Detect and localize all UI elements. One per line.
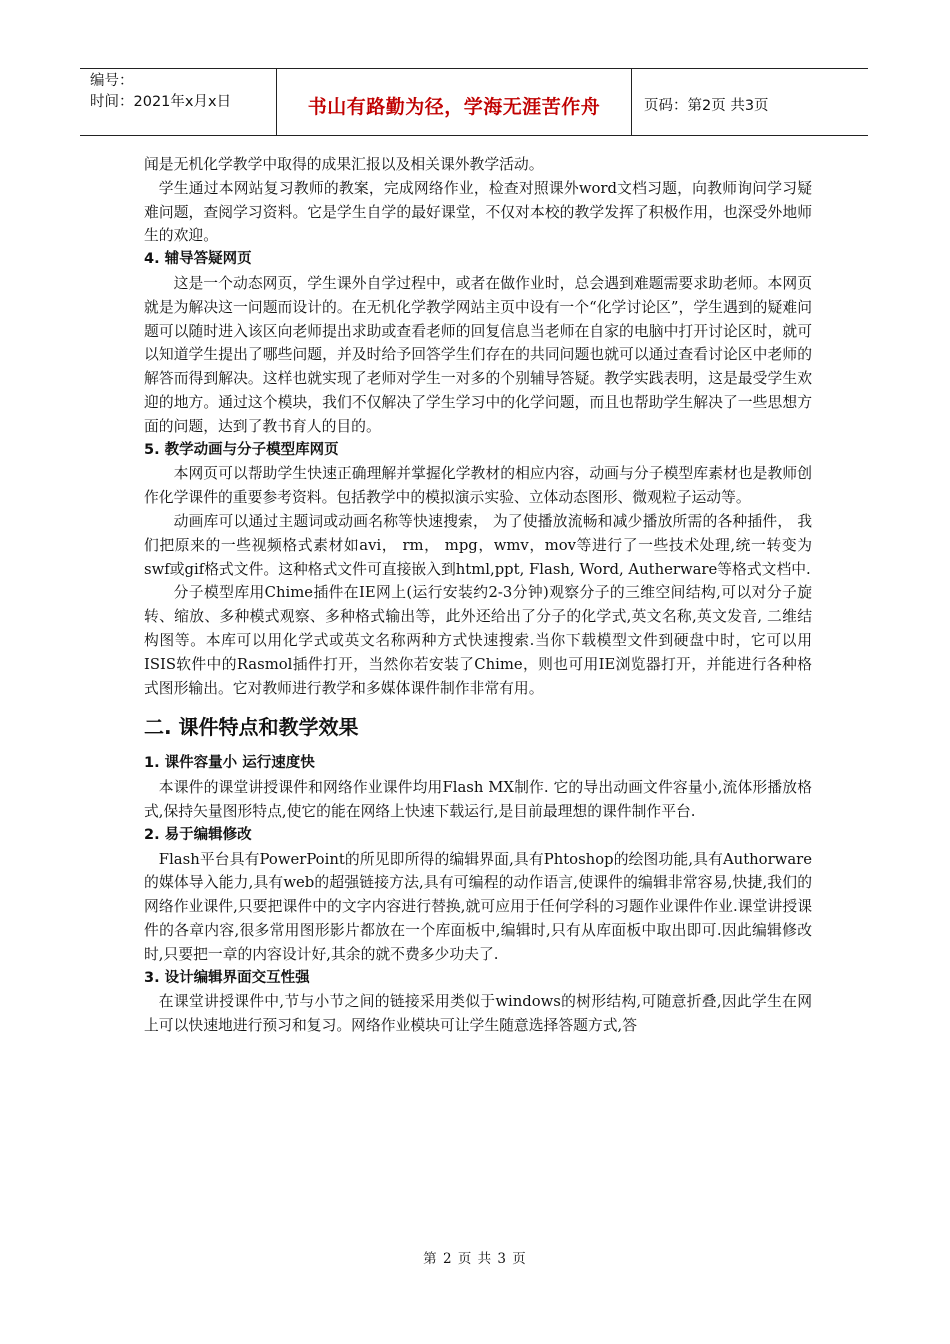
paragraph: 闻是无机化学教学中取得的成果汇报以及相关课外教学活动。 [144,156,544,173]
header-left [80,69,276,135]
paragraph: 本网页可以帮助学生快速正确理解并掌握化学教材的相应内容，动画与分子模型库素材也是教师创作化学课件的重要参考资料。包括教学中的模拟演示实验、立体动态图形、微观粒子运动等。 [144,465,812,507]
paragraph: 这是一个动态网页，学生课外自学过程中，或者在做作业时，总会遇到难题需要求助老师。本网页就是为解决这一问题而设计的。在无机化学教学网站主页中设有一个“化学讨论区”，学生遇到的疑难问题可以随时进入该区向老师提出求助或查看老师的回复信息当老师在自家的电脑中打开讨论区时，就可以知道学生提出了哪些问题，并及时给予回答学生们存在的共同问题也就可以通过查看讨论区中老师的解答而得到解决。这样也就实现了老师对学生一对多的个别辅导答疑。教学实践表明，这是最受学生欢迎的地方。通过这个模块，我们不仅解决了学生学习中的化学问题，而且也帮助学生解决了一些思想方面的问题，达到了教书育人的目的。 [144,274,812,435]
paragraph: 动画库可以通过主题词或动画名称等快速搜索， 为了使播放流畅和减少播放所需的各种插件， 我们把原来的一些视频格式素材如avi， rm， mpg，wmv，mov等进行了一些技术处理,统一转变为swf或gif格式文件。这种格式文件可直接嵌入到html,ppt, Flash, Word, Autherware等格式文档中. [144,512,812,578]
document-number-label: 编号： [90,73,134,89]
subsection-heading: 2. 易于编辑修改 [144,826,252,843]
paragraph: 在课堂讲授课件中,节与小节之间的链接采用类似于windows的树形结构,可随意折叠,因此学生在网上可以快速地进行预习和复习。网络作业模块可让学生随意选择答题方式,答 [144,993,812,1035]
page-header [80,68,868,136]
subsection-heading: 4. 辅导答疑网页 [144,251,252,268]
subsection-heading: 3. 设计编辑界面交互性强 [144,969,310,986]
paragraph: 本课件的课堂讲授课件和网络作业课件均用Flash MX制作. 它的导出动画文件容量小,流体形播放格式,保持矢量图形特点,使它的能在网络上快速下载运行,是目前最理想的课件制作平台. [144,779,812,820]
document-body [144,153,812,1038]
subsection-heading: 5. 教学动画与分子模型库网页 [144,441,339,458]
paragraph: Flash平台具有PowerPoint的所见即所得的编辑界面,具有Phtoshop的绘图功能,具有Authorware的媒体导入能力,具有web的超强链接方法,具有可编程的动作语言,使课件的编辑非常容易,快捷,我们的网络作业课件,只要把课件中的文字内容进行替换,就可应用于任何学科的习题作业课件作业.课堂讲授课件的各章内容,很多常用图形影片都放在一个库面板中,编辑时,只有从库面板中取出即可.因此编辑修改时,只要把一章的内容设计好,其余的就不费多少功夫了. [144,850,812,963]
paragraph: 分子模型库用Chime插件在IE网上(运行安装约2-3分钟)观察分子的三维空间结构,可以对分子旋转、缩放、多种模式观察、多种格式输出等，此外还给出了分子的化学式,英文名称,英文发音, 二维结构图等。本库可以用化学式或英文名称两种方式快速搜索.当你下载模型文件到硬盘中时，它可以用ISIS软件中的Rasmol插件打开，当然你若安装了Chime，则也可用IE浏览器打开，并能进行各种格式图形输出。它对教师进行教学和多媒体课件制作非常有用。 [144,584,812,697]
subsection-heading: 1. 课件容量小 运行速度快 [144,755,315,772]
document-time-label: 时间：2021年x月x日 [90,94,232,110]
section-heading: 二. 课件特点和教学效果 [144,715,359,740]
paragraph: 学生通过本网站复习教师的教案，完成网络作业，检查对照课外word文档习题，向教师询问学习疑难问题，查阅学习资料。它是学生自学的最好课堂，不仅对本校的教学发挥了积极作用，也深受外地师生的欢迎。 [144,179,812,245]
page-footer: 第 2 页 共 3 页 [423,1251,527,1267]
header-page-info: 页码：第2页 共3页 [644,97,769,114]
header-motto: 书山有路勤为径，学海无涯苦作舟 [276,69,632,135]
